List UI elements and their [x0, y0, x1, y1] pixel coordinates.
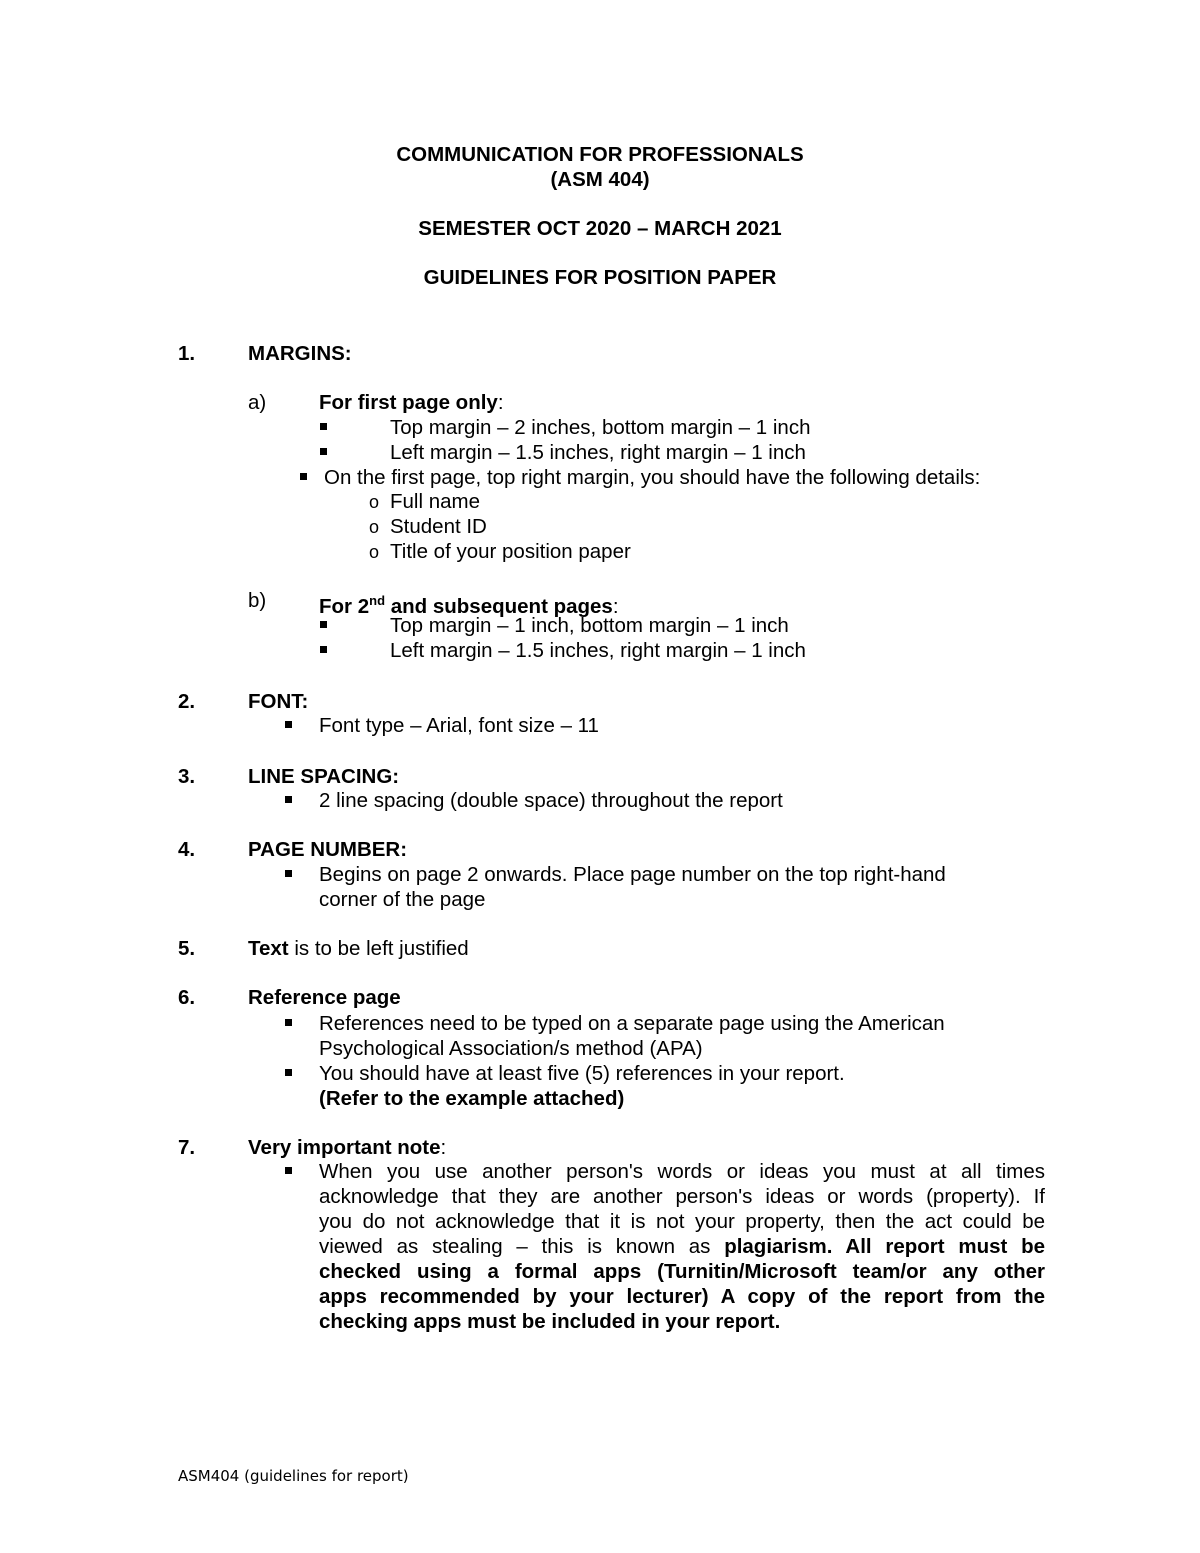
section-2-title: FONT:: [248, 690, 309, 713]
subsection-a-heading: [319, 391, 504, 415]
square-bullet-icon: [320, 423, 327, 430]
list-item: Title of your position paper: [390, 540, 631, 563]
section-5-bold: Text: [248, 937, 289, 960]
subsection-b-label: b): [248, 589, 267, 612]
section-5-number: 5.: [178, 937, 196, 960]
list-item: Full name: [390, 490, 481, 513]
note-line: acknowledge that they are another person's ideas or words (property). If: [319, 1185, 1045, 1208]
course-title: COMMUNICATION FOR PROFESSIONALS: [396, 143, 804, 166]
section-5-rest: is to be left justified: [288, 937, 469, 960]
square-bullet-icon: [285, 1167, 292, 1174]
note-line: When you use another person's words or ideas you must at all times: [319, 1160, 1045, 1183]
section-6-number: 6.: [178, 986, 196, 1009]
subsection-b-colon: :: [612, 594, 619, 618]
list-item: Top margin – 2 inches, bottom margin – 1 inch: [390, 416, 811, 439]
note-line: [319, 1235, 1045, 1259]
list-item: Student ID: [390, 515, 487, 538]
section-7-number: 7.: [178, 1136, 196, 1159]
section-5-text: [248, 937, 469, 961]
list-item: Top margin – 1 inch, bottom margin – 1 inch: [390, 614, 789, 637]
note-line: you do not acknowledge that it is not your property, then the act could be: [319, 1210, 1045, 1233]
note-line: checked using a formal apps (Turnitin/Microsoft team/or any other: [319, 1260, 1045, 1283]
subsection-a-colon: :: [497, 391, 504, 414]
section-7-heading: [248, 1136, 446, 1160]
subsection-b-heading-sup: nd: [369, 593, 386, 608]
section-4-number: 4.: [178, 838, 196, 861]
section-3-number: 3.: [178, 765, 196, 788]
list-item: Begins on page 2 onwards. Place page number on the top right-hand: [319, 863, 946, 886]
section-1-number: 1.: [178, 342, 196, 365]
document-title: GUIDELINES FOR POSITION PAPER: [423, 266, 777, 289]
square-bullet-icon: [300, 473, 307, 480]
note-line-bold: plagiarism. All report must be: [724, 1235, 1045, 1258]
list-item-continued: corner of the page: [319, 888, 486, 911]
reference-note: (Refer to the example attached): [319, 1087, 625, 1110]
section-2-number: 2.: [178, 690, 196, 713]
list-item: Font type – Arial, font size – 11: [319, 714, 599, 737]
square-bullet-icon: [285, 721, 292, 728]
course-code: (ASM 404): [550, 168, 650, 191]
square-bullet-icon: [285, 796, 292, 803]
note-line: apps recommended by your lecturer) A copy of the report from the: [319, 1285, 1045, 1308]
square-bullet-icon: [320, 621, 327, 628]
section-3-title: LINE SPACING:: [248, 765, 400, 788]
list-item-continued: Psychological Association/s method (APA): [319, 1037, 703, 1060]
square-bullet-icon: [320, 646, 327, 653]
subsection-b-heading-post: and subsequent pages: [385, 594, 613, 618]
list-item: 2 line spacing (double space) throughout the report: [319, 789, 783, 812]
list-item: References need to be typed on a separate page using the American: [319, 1012, 945, 1035]
section-7-title: Very important note: [248, 1136, 441, 1159]
list-item: You should have at least five (5) references in your report.: [319, 1062, 845, 1085]
circle-bullet-icon: o: [369, 517, 380, 537]
section-6-title: Reference page: [248, 986, 401, 1009]
circle-bullet-icon: o: [369, 492, 380, 512]
section-1-title: MARGINS:: [248, 342, 352, 365]
first-page-note: On the first page, top right margin, you should have the following details:: [324, 466, 981, 489]
list-item: Left margin – 1.5 inches, right margin – 1 inch: [390, 441, 806, 464]
square-bullet-icon: [285, 1069, 292, 1076]
section-7-colon: :: [440, 1136, 447, 1159]
note-line-plain: viewed as stealing – this is known as: [319, 1235, 711, 1258]
square-bullet-icon: [320, 448, 327, 455]
subsection-a-heading-text: For first page only: [319, 391, 498, 414]
section-4-title: PAGE NUMBER:: [248, 838, 408, 861]
subsection-a-label: a): [248, 391, 267, 414]
semester: SEMESTER OCT 2020 – MARCH 2021: [418, 217, 782, 240]
note-line: checking apps must be included in your report.: [319, 1310, 781, 1333]
subsection-b-heading-pre: For 2: [319, 594, 370, 618]
square-bullet-icon: [285, 1019, 292, 1026]
list-item: Left margin – 1.5 inches, right margin – 1 inch: [390, 639, 806, 662]
page-footer: ASM404 (guidelines for report): [178, 1467, 409, 1485]
circle-bullet-icon: o: [369, 542, 380, 562]
square-bullet-icon: [285, 870, 292, 877]
